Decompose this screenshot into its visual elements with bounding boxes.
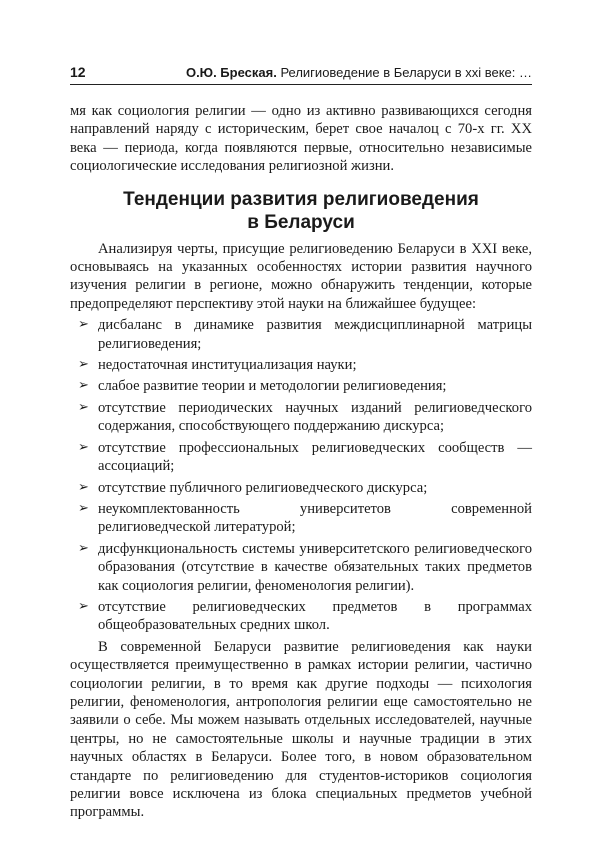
arrowhead-bullet-icon: ➢ <box>78 317 89 333</box>
arrowhead-bullet-icon: ➢ <box>78 357 89 373</box>
list-item-text: отсутствие профессиональных религиоведческих сообществ — ассоциаций; <box>98 439 532 475</box>
list-item-text: дисбаланс в динамике развития междисциплинарной матрицы религиоведения; <box>98 317 532 352</box>
list-item-text: отсутствие религиоведческих предметов в программах общеобразовательных средних школ. <box>98 598 532 634</box>
page-body <box>70 102 532 822</box>
list-item <box>70 377 532 395</box>
list-item <box>70 439 532 476</box>
list-item <box>70 316 532 353</box>
arrowhead-bullet-icon: ➢ <box>78 479 89 495</box>
running-author: О.Ю. Бреская. <box>185 65 277 80</box>
arrowhead-bullet-icon: ➢ <box>78 439 89 455</box>
running-book-title: Религиоведение в Беларуси в xxi веке: … <box>276 65 532 80</box>
list-item-text: отсутствие периодических научных изданий религиоведческого содержания, способствующего поддержанию дискурса; <box>98 399 532 435</box>
list-item <box>70 399 532 436</box>
section-title-line-2: в Беларуси <box>247 211 355 233</box>
list-item <box>70 356 532 374</box>
arrowhead-bullet-icon: ➢ <box>78 540 89 556</box>
arrowhead-bullet-icon: ➢ <box>78 399 89 415</box>
page-number: 12 <box>70 64 86 80</box>
lead-paragraph: Анализируя черты, присущие религиоведению Беларуси в ХХI веке, основываясь на указанных особенностях истории развития научного изучения религии в регионе, можно обнаружить тенденции, которые предопределяют перспективу этой науки на ближайшее будущее: <box>70 240 532 312</box>
header-rule <box>70 84 532 85</box>
running-title <box>186 65 532 80</box>
closing-paragraph: В современной Беларуси развитие религиоведения как науки осуществляется преимущественно в рамках истории религии, частично социологии религии, в то время как другие подходы — психология религии, феноменология, антропология религии еще самостоятельно не заявили о себе. Мы можем называть отдельных исследователей, научные центры, но не самостоятельные школы и научные традиции в этих научных областях в Беларуси. Более того, в новом образовательном стандарте по религиоведению для студентов-историков социология религии вовсе исключена из блока специальных предметов учебной программы. <box>70 638 532 821</box>
list-item-text: неукомплектованность университетов современной религиоведческой литературой; <box>98 500 532 536</box>
arrowhead-bullet-icon: ➢ <box>78 378 89 394</box>
list-item-text: отсутствие публичного религиоведческого дискурса; <box>98 479 428 496</box>
list-item <box>70 540 532 595</box>
list-item <box>70 500 532 537</box>
intro-paragraph: мя как социология религии — одно из активно развивающихся сегодня направлений наряду с историческим, берет свое началоц с 70-х гг. ХХ века — периода, когда появляются первые, относительно независимые социологические исследования религиозной жизни. <box>70 103 532 175</box>
section-title-line-1: Тенденции развития религиоведения <box>123 188 479 210</box>
list-item-text: недостаточная институциализация науки; <box>98 357 357 374</box>
list-item-text: дисфункциональность системы университетского религиоведческого образования (отсутствие в качестве обязательных таких предметов как социология религии, феноменология религии). <box>98 540 532 594</box>
section-title <box>70 188 532 234</box>
tendencies-list <box>70 316 532 635</box>
arrowhead-bullet-icon: ➢ <box>78 598 89 614</box>
list-item-text: слабое развитие теории и методологии религиоведения; <box>98 378 447 395</box>
arrowhead-bullet-icon: ➢ <box>78 500 89 516</box>
list-item <box>70 479 532 497</box>
list-item <box>70 598 532 635</box>
running-header <box>70 64 532 86</box>
